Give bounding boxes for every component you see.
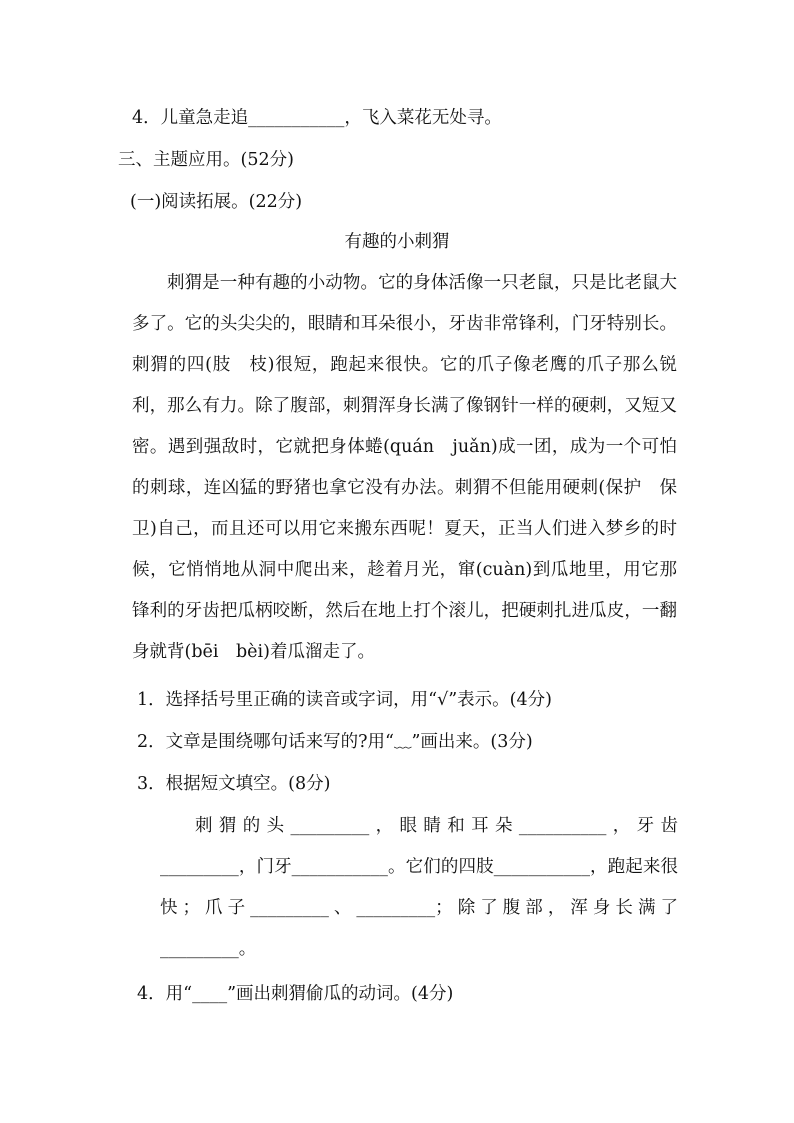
question-4-poem: 4．儿童急走追___________，飞入菜花无处寻。 [132, 108, 502, 128]
question-2: 2．文章是围绕哪句话来写的?用“﹏”画出来。(3分) [137, 732, 533, 752]
question-3-fill-text: 刺猬的头_________，眼睛和耳朵__________，牙齿_________，门牙___________。它们的四肢___________，跑起来很快；爪子_________、_________；除了腹部，浑身长满了_________。 [160, 816, 678, 959]
subsection-1-heading: (一)阅读拓展。(22分) [130, 192, 303, 212]
passage-title: 有趣的小刺猬 [344, 232, 450, 252]
question-4: 4．用“____”画出刺猬偷瓜的动词。(4分) [137, 984, 454, 1004]
question-3: 3．根据短文填空。(8分) [137, 774, 331, 794]
passage-body: 刺猬是一种有趣的小动物。它的身体活像一只老鼠，只是比老鼠大多了。它的头尖尖的，眼睛和耳朵很小，牙齿非常锋利，门牙特别长。刺猬的四(肢 枝)很短，跑起来很快。它的爪子像老鹰的爪子那么锐利，那么有力。除了腹部，刺猬浑身长满了像钢针一样的硬刺，又短又密。遇到强敌时，它就把身体蜷(quán juǎn)成一团，成为一个可怕的刺球，连凶猛的野猪也拿它没有办法。刺猬不但能用硬刺(保护 保卫)自己，而且还可以用它来搬东西呢！夏天，正当人们进入梦乡的时候，它悄悄地从洞中爬出来，趁着月光，窜(cuàn)到瓜地里，用它那锋利的牙齿把瓜柄咬断，然后在地上打个滚儿，把硬刺扎进瓜皮，一翻身就背(bēi bèi)着瓜溜走了。 [132, 273, 677, 662]
question-1: 1．选择括号里正确的读音或字词，用“√”表示。(4分) [137, 690, 552, 710]
section-3-heading: 三、主题应用。(52分) [118, 150, 294, 170]
